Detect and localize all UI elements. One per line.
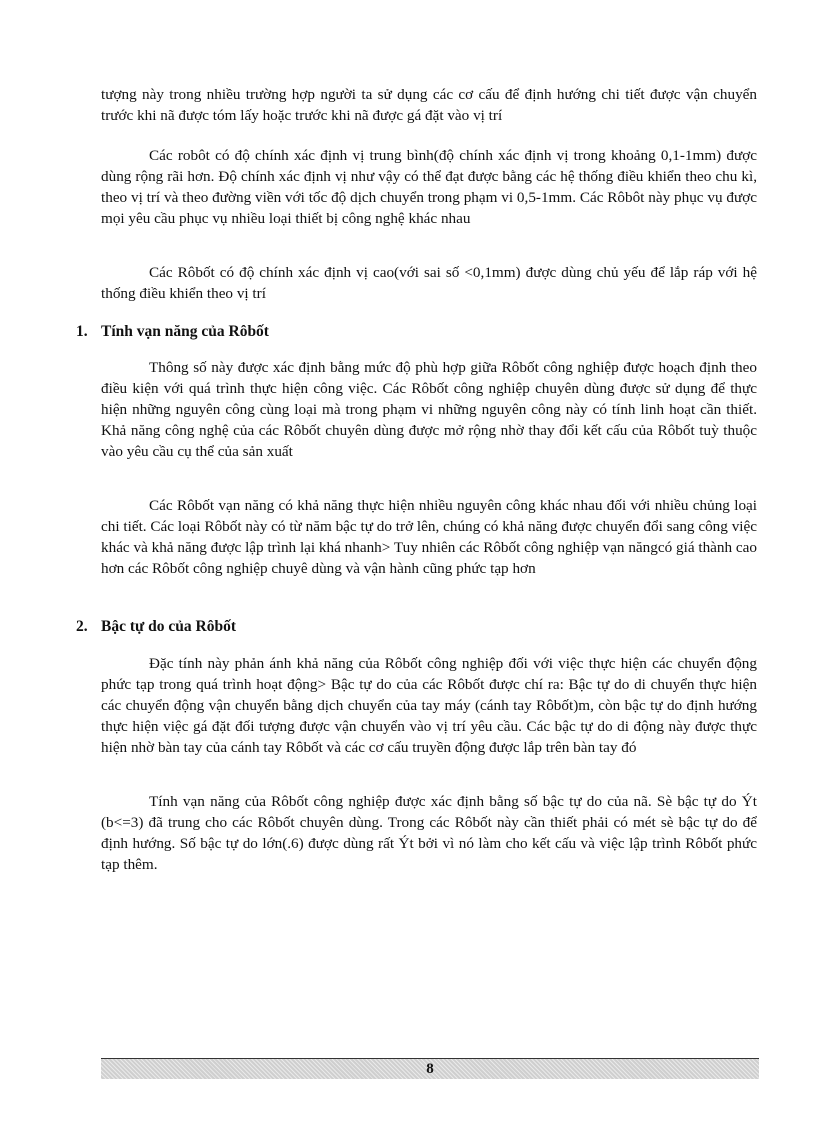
section-title: Tính vạn năng của Rôbốt bbox=[101, 323, 269, 340]
section-number: 1. bbox=[76, 323, 88, 340]
page-number: 8 bbox=[426, 1060, 434, 1077]
section-heading-1 bbox=[76, 321, 269, 342]
paragraph-high-accuracy: Các Rôbốt có độ chính xác định vị cao(với sai số <0,1mm) được dùng chủ yếu để lắp ráp với hệ thống điều khiển theo vị trí bbox=[101, 264, 757, 302]
paragraph-universal-robots: Các Rôbốt vạn năng có khả năng thực hiện nhiều nguyên công khác nhau đối với nhiều chủng loại chi tiết. Các loại Rôbốt này có từ năm bậc tự do trở lên, chúng có khả năng được chuyển đổi sang công việc khác và khả năng được lập trình lại khá nhanh> Tuy nhiên các Rôbốt công nghiệp vạn năngcó giá thành cao hơn các Rôbốt công nghiệp chuyê dùng và vận hành cũng phức tạp hơn bbox=[101, 497, 757, 577]
paragraph-versatility: Tính vạn năng của Rôbốt công nghiệp được xác định bằng số bậc tự do của nã. Sè bậc tự do Ýt (b<=3) đã trung cho các Rôbốt chuyên dùng. Trong các Rôbốt này cần thiết phải có mét sè bậc tự do để định hướng. Số bậc tự do lớn(.6) được dùng rất Ýt bởi vì nó làm cho kết cấu và việc lập trình Rôbốt phức tạp thêm. bbox=[101, 793, 757, 873]
section-title: Bậc tự do của Rôbốt bbox=[101, 618, 237, 635]
paragraph-specialized-robots: Thông số này được xác định bằng mức độ phù hợp giữa Rôbốt công nghiệp được hoạch định theo điều kiện với quá trình thực hiện công việc. Các Rôbốt công nghiệp chuyên dùng được sử dụng để thực hiện những nguyên công cùng loại mà trong phạm vi những nguyên công này có tính linh hoạt cần thiết. Khả năng công nghệ của các Rôbốt chuyên dùng được mở rộng nhờ thay đổi kết cấu của Rôbốt tuỳ thuộc vào yêu cầu cụ thể của sản xuất bbox=[101, 359, 757, 460]
section-number: 2. bbox=[76, 618, 88, 635]
paragraph-continuation: tượng này trong nhiều trường hợp người ta sử dụng các cơ cấu để định hướng chi tiết được vận chuyển trước khi nã được tóm lấy hoặc trước khi nã được gá đặt vào vị trí bbox=[101, 86, 757, 124]
section-heading-2 bbox=[76, 616, 236, 637]
paragraph-medium-accuracy: Các robôt có độ chính xác định vị trung bình(độ chính xác định vị trong khoảng 0,1-1mm) được dùng rộng rãi hơn. Độ chính xác định vị như vậy có thể đạt được bằng các hệ thống điều khiển theo chu kì, theo vị trí và theo đường viền với tốc độ dịch chuyển trong phạm vi 0,5-1mm. Các Rôbôt này phục vụ được mọi yêu cầu phục vụ nhiều loại thiết bị công nghệ khác nhau bbox=[101, 147, 757, 227]
paragraph-degrees-of-freedom: Đặc tính này phản ánh khả năng của Rôbốt công nghiệp đối với việc thực hiện các chuyển động phức tạp trong quá trình hoạt động> Bậc tự do của các Rôbốt được chí ra: Bậc tự do di chuyển thực hiện các chuyển động vận chuyển bằng dịch chuyển của tay máy (cánh tay Rôbốt)m, còn bậc tự do định hướng thực hiện việc gá đặt đối tượng được vận chuyển vào vị trí yêu cầu. Các bậc tự do di động này được thực hiện nhờ bàn tay của cánh tay Rôbốt và các cơ cấu truyền động được lắp trên bàn tay đó bbox=[101, 655, 757, 756]
page-footer bbox=[101, 1058, 759, 1079]
